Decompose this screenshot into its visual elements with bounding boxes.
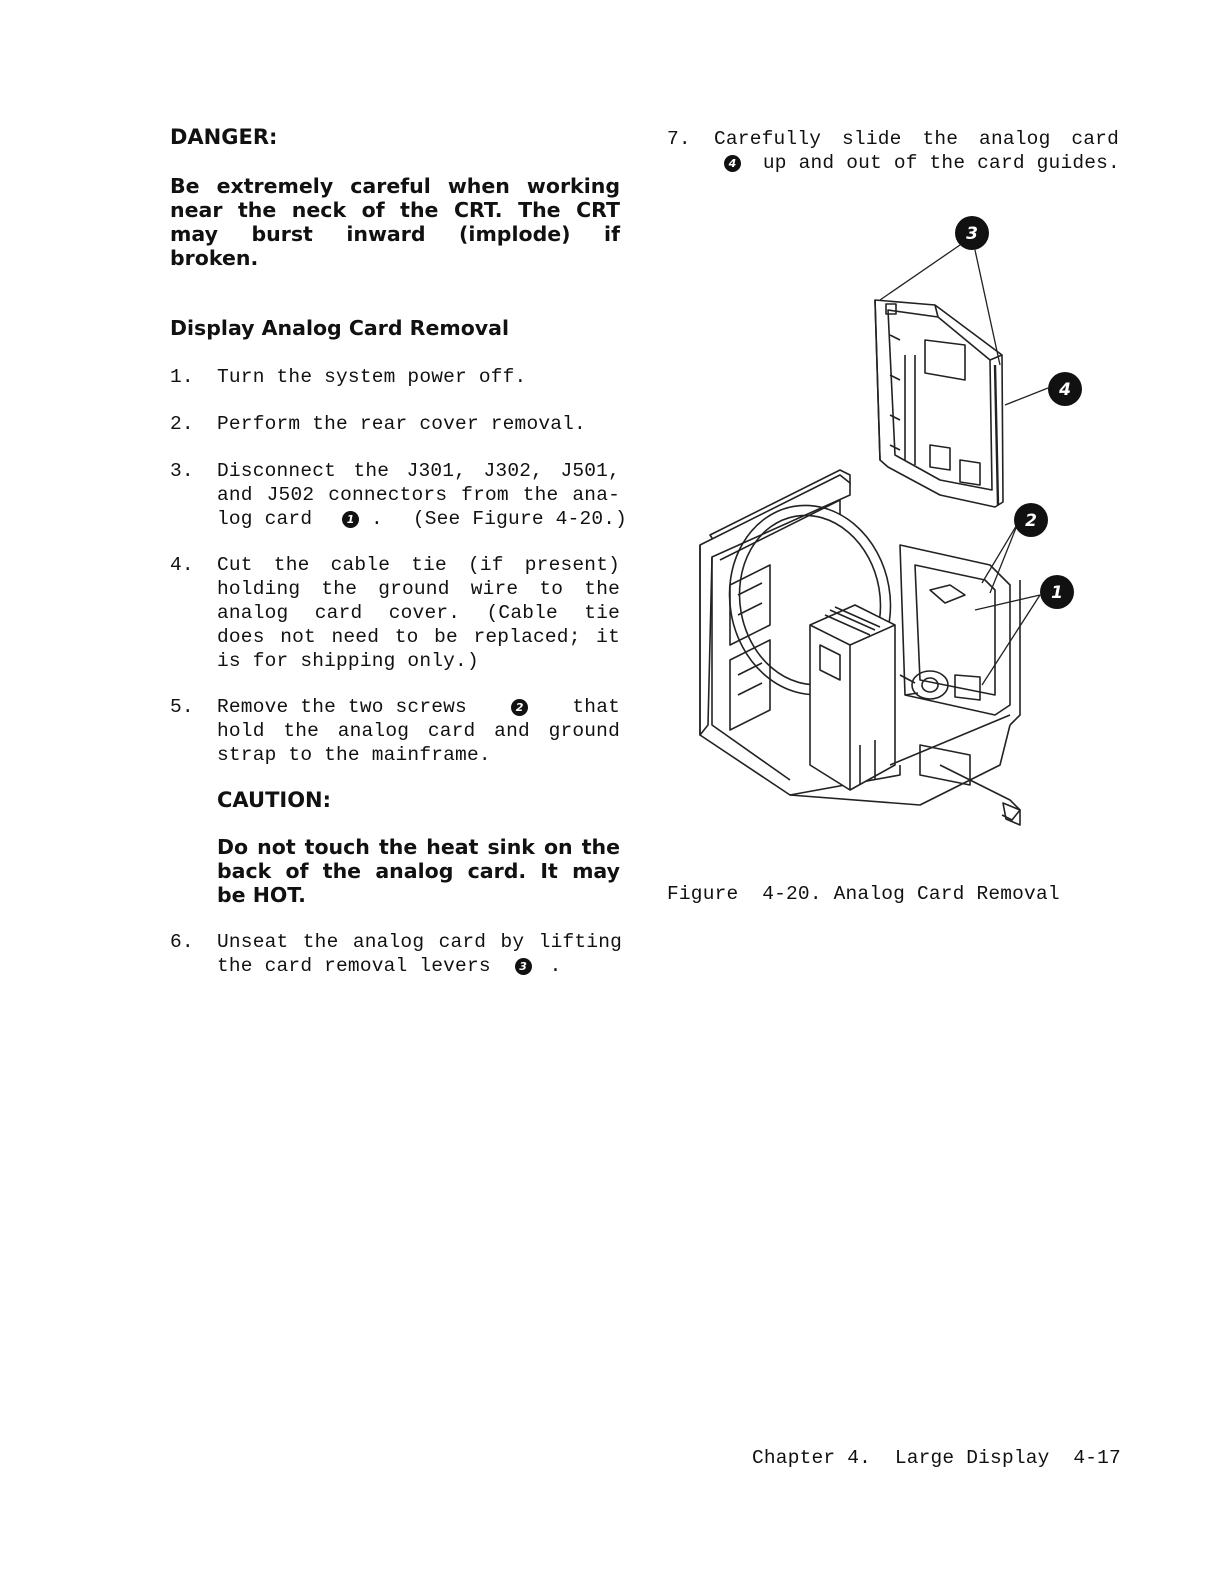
step-text: Remove the two screws bbox=[217, 696, 467, 718]
danger-heading: DANGER: bbox=[170, 125, 278, 149]
step-number: 3. bbox=[170, 460, 194, 482]
danger-line: may burst inward (implode) if bbox=[170, 222, 620, 246]
figure-callout-label: 4 bbox=[1059, 380, 1071, 400]
caution-text bbox=[217, 835, 620, 907]
step-number: 7. bbox=[667, 128, 691, 150]
step-text: Cut the cable tie (if present) bbox=[217, 554, 620, 576]
step-text: is for shipping only.) bbox=[217, 650, 479, 672]
callout-2-icon: 2 bbox=[511, 699, 528, 716]
danger-text bbox=[170, 174, 620, 270]
analog-card-removal-figure bbox=[690, 205, 1100, 835]
caution-heading: CAUTION: bbox=[217, 788, 332, 812]
step-text: the card removal levers bbox=[217, 955, 491, 977]
step-number: 6. bbox=[170, 931, 194, 953]
step-text: holding the ground wire to the bbox=[217, 578, 620, 600]
step-text: Carefully slide the analog card bbox=[714, 128, 1119, 150]
step-7 bbox=[667, 127, 1119, 175]
step-text: up and out of the card guides. bbox=[762, 152, 1120, 174]
step-text: hold the analog card and ground bbox=[217, 720, 620, 742]
step-text: Turn the system power off. bbox=[217, 366, 527, 388]
danger-line: broken. bbox=[170, 246, 259, 270]
step-1 bbox=[170, 365, 620, 389]
danger-line: Be extremely careful when working bbox=[170, 174, 620, 198]
step-text: and J502 connectors from the ana- bbox=[217, 484, 620, 506]
step-number: 4. bbox=[170, 554, 194, 576]
step-4 bbox=[170, 553, 620, 673]
step-text: log card bbox=[217, 508, 313, 530]
step-text: that bbox=[572, 696, 620, 718]
callout-3-icon: 3 bbox=[515, 958, 532, 975]
caution-line: back of the analog card. It may bbox=[217, 859, 620, 883]
step-number: 2. bbox=[170, 413, 194, 435]
figure-callout-label: 3 bbox=[966, 224, 978, 244]
section-title: Display Analog Card Removal bbox=[170, 316, 510, 340]
callout-1-icon: 1 bbox=[342, 511, 359, 528]
step-2 bbox=[170, 412, 620, 436]
step-3: 3. Disconnect the J301, J302, J501, and J502 connectors from the ana- log card 1 . (See Figure 4-20.) bbox=[170, 460, 628, 530]
page-footer: Chapter 4. Large Display 4-17 bbox=[752, 1447, 1121, 1469]
danger-line: near the neck of the CRT. The CRT bbox=[170, 198, 620, 222]
analog-card-illustration bbox=[875, 300, 1003, 507]
callout-4-icon: 4 bbox=[724, 155, 741, 172]
step-text: Perform the rear cover removal. bbox=[217, 413, 586, 435]
figure-callout-label: 1 bbox=[1051, 583, 1063, 603]
step-text: analog card cover. (Cable tie bbox=[217, 602, 620, 624]
step-6: 6. Unseat the analog card by lifting the card removal levers 3 . bbox=[170, 931, 622, 977]
caution-line: Do not touch the heat sink on the bbox=[217, 835, 620, 859]
figure-caption: Figure 4-20. Analog Card Removal bbox=[667, 883, 1060, 905]
display-frame-illustration bbox=[700, 470, 1020, 825]
step-number: 1. bbox=[170, 366, 194, 388]
step-text: Disconnect the J301, J302, J501, bbox=[217, 460, 620, 482]
step-5 bbox=[170, 695, 620, 767]
caution-line: be HOT. bbox=[217, 883, 306, 907]
figure-callout-label: 2 bbox=[1025, 511, 1037, 531]
step-number: 5. bbox=[170, 696, 194, 718]
step-text: strap to the mainframe. bbox=[217, 744, 491, 766]
step-text: (See Figure 4-20.) bbox=[412, 508, 628, 530]
step-text: Unseat the analog card by lifting bbox=[217, 931, 622, 953]
step-text: does not need to be replaced; it bbox=[217, 626, 620, 648]
